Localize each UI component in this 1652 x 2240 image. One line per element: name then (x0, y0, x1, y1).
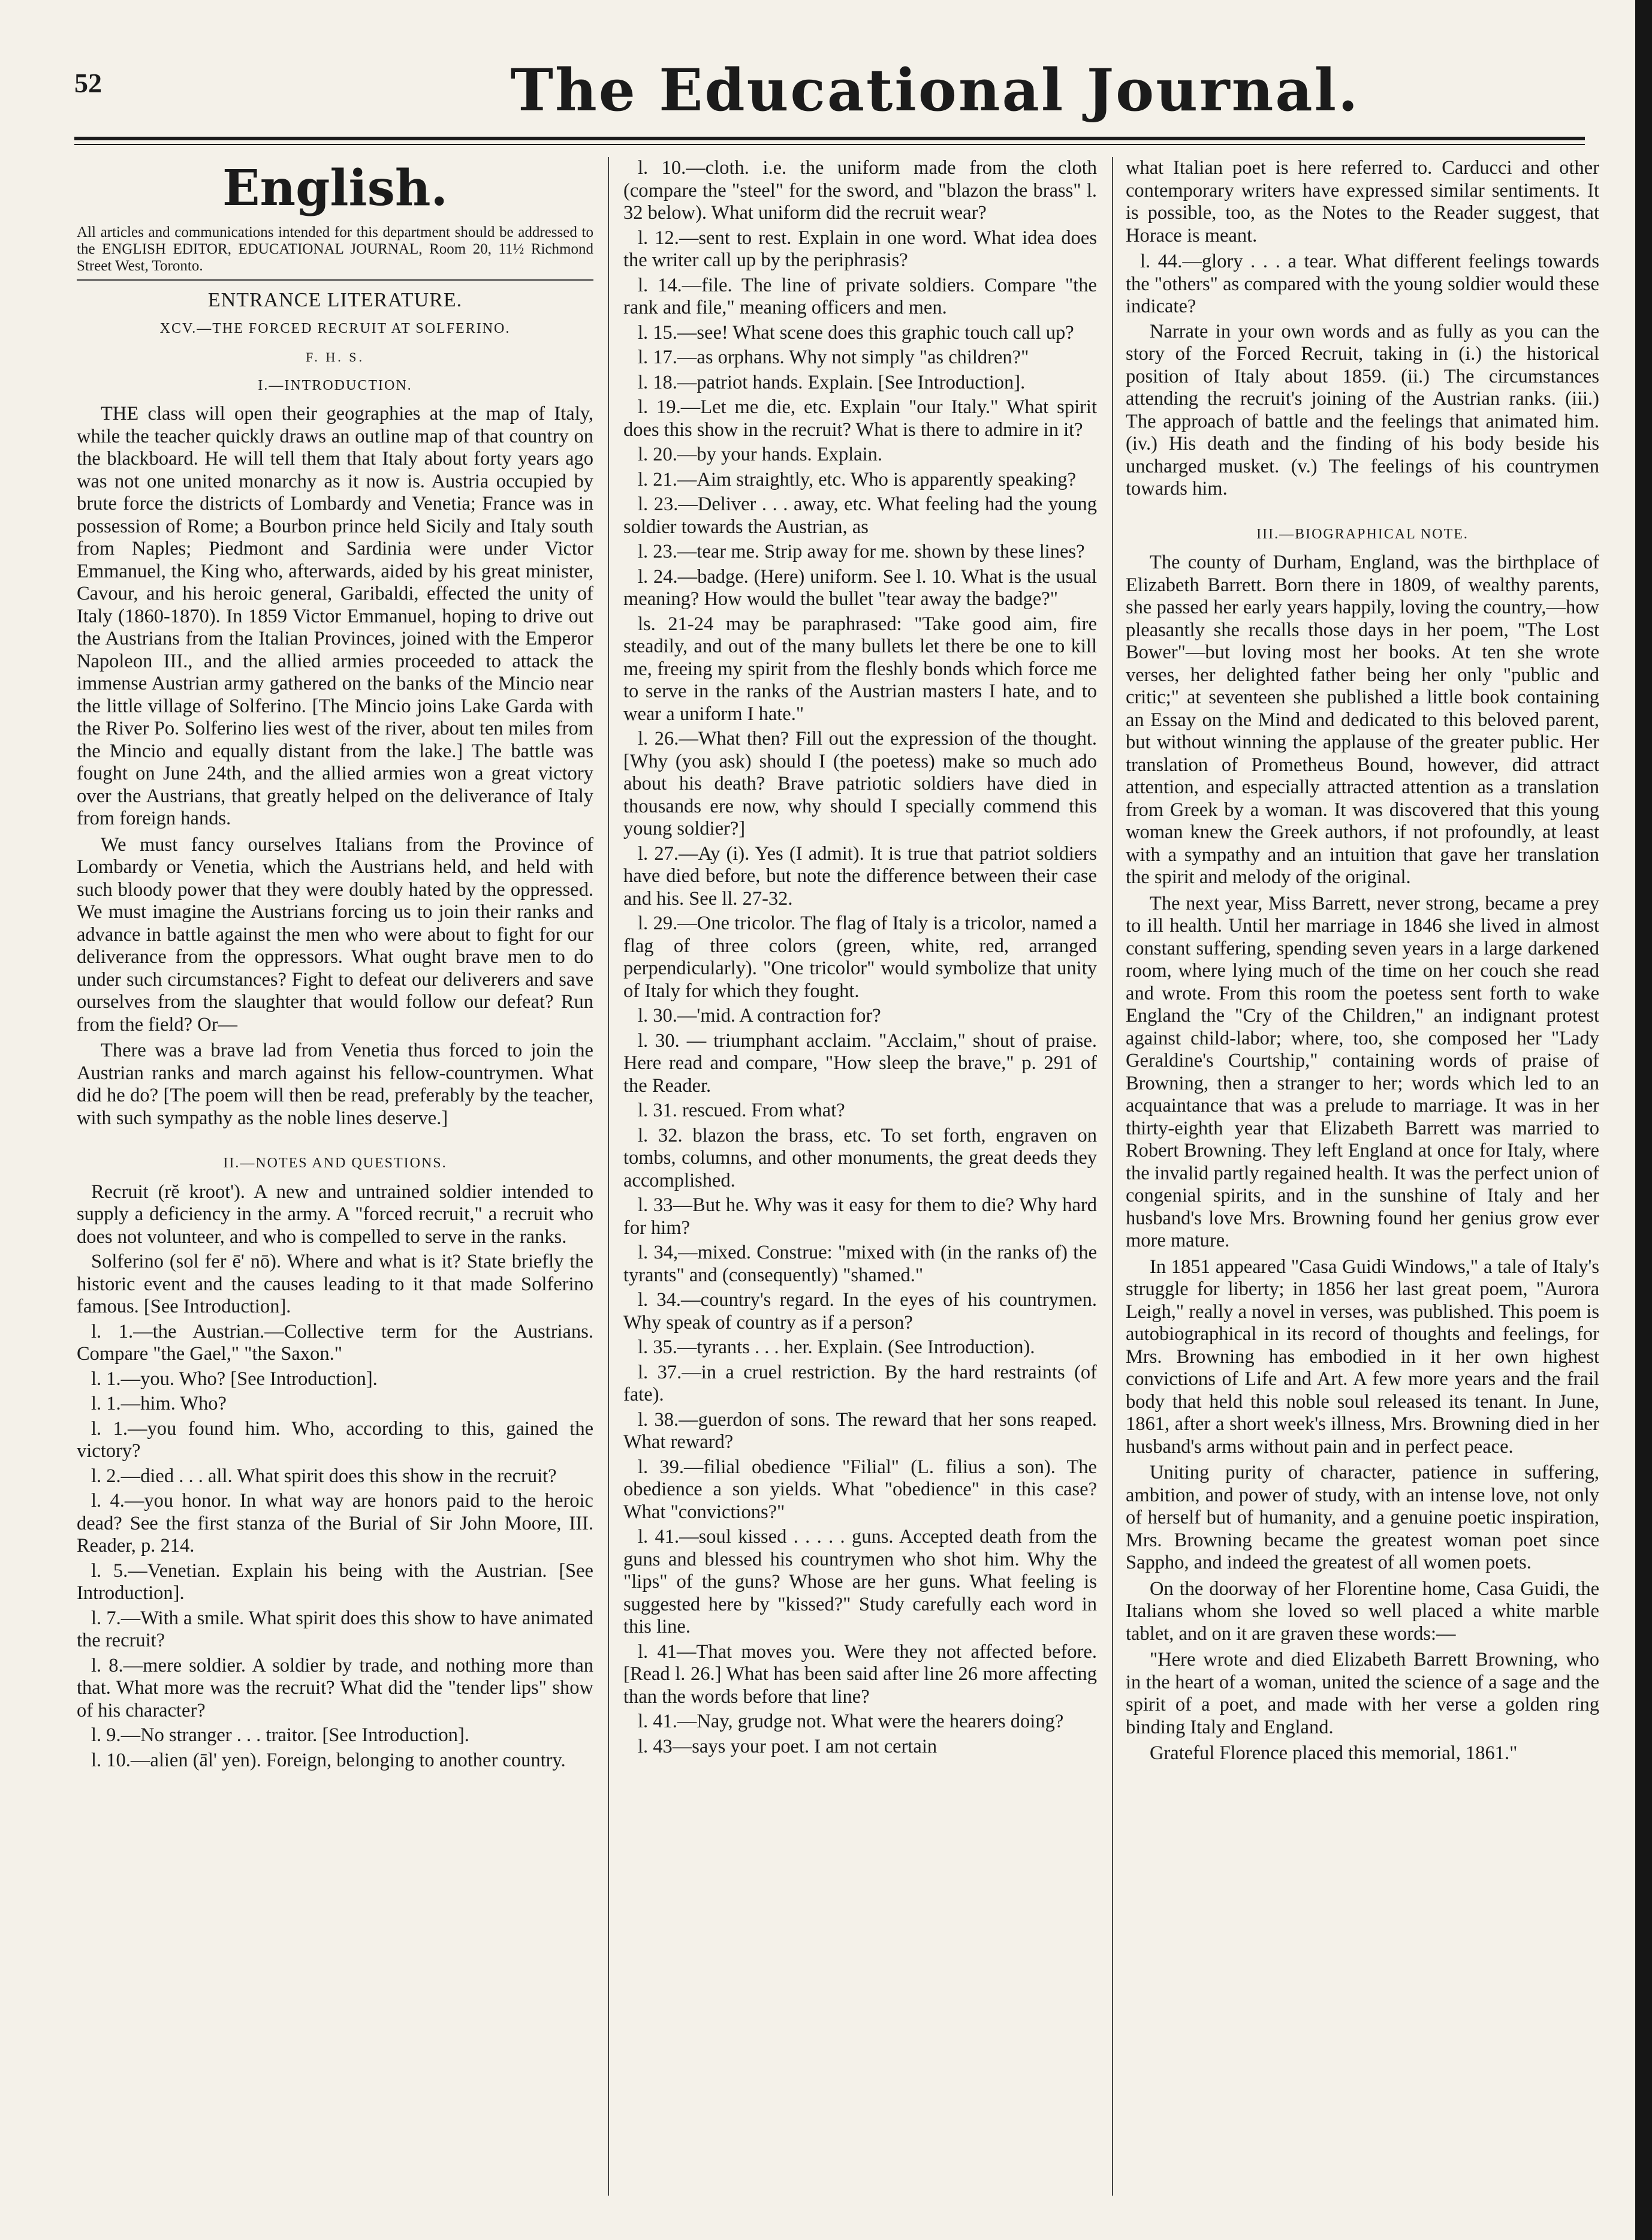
bio-paragraph: Uniting purity of character, patience in suffering, ambition, and power of study, with an intense love, not only of herself but of humanity, and a genuine poetic inspiration, Mrs. Browning became the greatest woman poet since Sappho, and indeed the greatest of all women poets. (1126, 1462, 1599, 1573)
spacer (77, 1133, 593, 1149)
note-item: l. 30.—'mid. A contraction for? (638, 1005, 881, 1026)
author-byline: F. H. S. (305, 350, 365, 365)
bio-heading: III.—BIOGRAPHICAL NOTE. (1256, 526, 1469, 542)
column-3 (1126, 157, 1599, 2208)
bio-paragraph: On the doorway of her Florentine home, Casa Guidi, the Italians whom she loved so well placed a white marble tablet, and on it are graven these words:— (1126, 1577, 1599, 1645)
note-item: l. 19.—Let me die, etc. Explain "our Italy." What spirit does this show in the recruit? What is there to admire in it? (623, 396, 1097, 441)
intro-paragraph: THE class will open their geographies at the map of Italy, while the teacher quickly draws an outline map of that country on the blackboard. He will tell them that Italy about forty years ago was not one united monarchy as it now is. Austria occupied by brute force the districts of Lombardy and Venetia; France was in possession of Rome; a Bourbon prince held Sicily and Italy south from Naples; Piedmont and Sardinia were under Victor Emmanuel, the King who, afterwards, aided by his great minister, Cavour, and his heroic general, Garibaldi, effected the unity of Italy (1860-1870). In 1859 Victor Emmanuel, hoping to drive out the Austrians from the Italian Provinces, joined with the Emperor Napoleon III., and the allied armies proceeded to attack the immense Austrian army gathered on the banks of the Mincio near the little village of Solferino. [The Mincio joins Lake Garda with the River Po. Solferino lies west of the river, about ten miles from the Mincio and equally distant from the lake.] The battle was fought on June 24th, and the allied armies won a great victory over the Austrians, that greatly helped on the deliverance of Italy from foreign hands. (77, 403, 593, 829)
note-item: Narrate in your own words and as fully as you can the story of the Forced Recruit, taking in (i.) the historical position of Italy about 1859. (ii.) The circumstances attending the recruit's joining of the Austrian ranks. (iii.) The approach of battle and the feelings that animated him. (iv.) His death and the finding of his body beside his uncharged musket. (v.) The feelings of his countrymen towards him. (1126, 320, 1599, 499)
intro-heading: I.—INTRODUCTION. (258, 377, 412, 393)
note-item: l. 32. blazon the brass, etc. To set forth, engraven on tombs, columns, and other monuments, the great deeds they accomplished. (623, 1124, 1097, 1191)
bio-paragraph: The next year, Miss Barrett, never strong, became a prey to ill health. Until her marriage in 1846 she lived in almost constant suffering, spending seven years in a large darkened room, where lying much of the time on her couch she read and wrote. From this room the poetess sent forth to wake England the "Cry of the Children," an indignant protest against child-labor; where, too, she composed her "Lady Geraldine's Courtship," containing words of praise of Browning, then a stranger to her; words which led to an acquaintance that was a prelude to marriage. It was in her thirty-eighth year that Elizabeth Barrett was married to Robert Browning. They left England at once for Italy, where the invalid partly regained health. It was the perfect union of congenial spirits, and in the sunshine of Italy and her husband's love Mrs. Browning found her genius grow ever more mature. (1126, 892, 1599, 1251)
column-1 (77, 157, 593, 2208)
note-item: l. 23.—Deliver . . . away, etc. What feeling had the young soldier towards the Austrian, as (623, 493, 1097, 538)
note-item: l. 12.—sent to rest. Explain in one word. What idea does the writer call up by the periphrasis? (623, 227, 1097, 271)
page-number: 52 (74, 68, 102, 98)
note-item: l. 31. rescued. From what? (638, 1100, 845, 1121)
notes-heading: II.—NOTES AND QUESTIONS. (223, 1155, 447, 1171)
column-divider (1112, 157, 1113, 2196)
note-item: l. 39.—filial obedience "Filial" (L. filius a son). The obedience a son yields. What "obedience" in this case? What "convictions?" (623, 1456, 1097, 1523)
note-item: l. 41—That moves you. Were they not affected before. [Read l. 26.] What has been said after line 26 more affecting than the words before that line? (623, 1640, 1097, 1708)
note-item: l. 1.—him. Who? (91, 1393, 227, 1414)
note-item: l. 15.—see! What scene does this graphic touch call up? (638, 321, 1074, 344)
spacer (1126, 504, 1599, 520)
note-item: l. 41.—soul kissed . . . . . guns. Accepted death from the guns and blessed his countrymen who shot him. Why the "lips" of the guns? Whose are her guns. What feeling is suggested here by "kissed?" Study carefully each word in this line. (623, 1526, 1097, 1637)
note-item: l. 8.—mere soldier. A soldier by trade, and nothing more than that. What more was the recruit? What did the "tender lips" show of his character? (77, 1654, 593, 1721)
note-item: l. 10.—cloth. i.e. the uniform made from the cloth (compare the "steel" for the sword, and "blazon the brass" l. 32 below). What uniform did the recruit wear? (623, 157, 1097, 224)
note-item: Solferino (sol fer ē' nō). Where and what is it? State briefly the historic event and the causes leading to it that made Solferino famous. [See Introduction]. (77, 1251, 593, 1317)
note-item: l. 7.—With a smile. What spirit does this show to have animated the recruit? (77, 1607, 593, 1651)
note-item: l. 41.—Nay, grudge not. What were the hearers doing? (638, 1711, 1064, 1732)
column-2 (623, 157, 1097, 2208)
note-item: Recruit (rĕ kroot'). A new and untrained soldier intended to supply a deficiency in the army. A "forced recruit," a recruit who does not volunteer, and who is compelled to serve in the ranks. (77, 1181, 593, 1248)
note-item: l. 14.—file. The line of private soldiers. Compare "the rank and file," meaning officers and men. (623, 274, 1097, 318)
note-item: l. 23.—tear me. Strip away for me. shown by these lines? (638, 541, 1085, 562)
note-item: l. 33—But he. Why was it easy for them to die? Why hard for him? (623, 1194, 1097, 1239)
note-item: ls. 21-24 may be paraphrased: "Take good aim, fire steadily, and out of the many bullets let there be one to kill me, freeing my spirit from the fleshly bonds which force me to serve in the ranks of the Austrian masters I hate, and to wear a uniform I hate." (623, 613, 1097, 725)
note-item: l. 24.—badge. (Here) uniform. See l. 10. What is the usual meaning? How would the bullet "tear away the badge?" (623, 565, 1097, 610)
note-item: l. 29.—One tricolor. The flag of Italy is a tricolor, named a flag of three colors (green, white, red, arranged perpendicularly). "One tricolor" would symbolize that unity of Italy for which they fought. (623, 913, 1097, 1002)
note-item: l. 1.—you found him. Who, according to this, gained the victory? (77, 1417, 593, 1462)
note-item: l. 18.—patriot hands. Explain. [See Introduction]. (638, 371, 1026, 393)
note-item: l. 27.—Ay (i). Yes (I admit). It is true that patriot soldiers have died before, but note the difference between their case and his. See ll. 27-32. (623, 842, 1097, 910)
note-item: l. 17.—as orphans. Why not simply "as children?" (638, 347, 1029, 368)
masthead-rule (74, 137, 1585, 140)
note-item: l. 37.—in a cruel restriction. By the hard restraints (of fate). (623, 1361, 1097, 1405)
note-item: l. 30. — triumphant acclaim. "Acclaim," shout of praise. Here read and compare, "How sleep the brave," p. 291 of the Reader. (623, 1029, 1097, 1097)
note-item: l. 1.—the Austrian.—Collective term for the Austrians. Compare "the Gael," "the Saxon." (77, 1320, 593, 1365)
note-item: l. 21.—Aim straightly, etc. Who is apparently speaking? (638, 468, 1077, 490)
note-item: l. 34,—mixed. Construe: "mixed with (in the ranks of) the tyrants" and (consequently) "shamed." (623, 1242, 1097, 1286)
note-item: l. 44.—glory . . . a tear. What different feelings towards the "others" as compared with the young soldier would these indicate? (1126, 251, 1599, 317)
note-item: l. 4.—you honor. In what way are honors paid to the heroic dead? See the first stanza of the Burial of Sir John Moore, III. Reader, p. 214. (77, 1490, 593, 1556)
note-item: l. 20.—by your hands. Explain. (638, 444, 883, 465)
tablet-signature: Grateful Florence placed this memorial, 1861." (1150, 1742, 1518, 1764)
note-rule (77, 279, 593, 281)
intro-paragraph: There was a brave lad from Venetia thus forced to join the Austrian ranks and march against his fellow-countrymen. What did he do? [The poem will then be read, preferably by the teacher, with such sympathy as the noble lines deserve.] (77, 1040, 593, 1129)
masthead-rule-thin (74, 144, 1585, 145)
note-item: l. 2.—died . . . all. What spirit does this show in the recruit? (91, 1465, 557, 1487)
note-item: l. 10.—alien (āl' yen). Foreign, belonging to another country. (91, 1749, 566, 1771)
bio-paragraph: In 1851 appeared "Casa Guidi Windows," a tale of Italy's struggle for liberty; in 1856 her last great poem, "Aurora Leigh," really a novel in verses, was published. This poem is autobiographical in its record of thoughts and feelings, for Mrs. Browning has embodied in it her own highest convictions of Life and Art. A few more years and the frail body that held this noble soul released its tenant. In June, 1861, after a short week's illness, Mrs. Browning died in her husband's arms without pain and in perfect peace. (1126, 1256, 1599, 1458)
masthead-title: The Educational Journal. (510, 56, 1360, 124)
note-item: l. 5.—Venetian. Explain his being with the Austrian. [See Introduction]. (77, 1559, 593, 1604)
note-item: l. 43—says your poet. I am not certain (638, 1735, 937, 1757)
scan-edge (1635, 0, 1652, 2240)
column-divider (608, 157, 609, 2196)
note-item: l. 1.—you. Who? [See Introduction]. (91, 1368, 378, 1390)
intro-paragraph: We must fancy ourselves Italians from the Province of Lombardy or Venetia, which the Austrians held, and held with such bloody power that they were doubly hated by the oppressed. We must imagine the Austrians forcing us to join their ranks and advance in battle against the men who were about to fight for our deliverance from the oppressors. What ought brave men to do under such circumstances? Fight to defeat our deliverers and save ourselves from the slaughter that would follow our defeat? Run from the field? Or— (77, 833, 593, 1035)
section-heading: ENTRANCE LITERATURE. (207, 289, 463, 311)
note-item: l. 26.—What then? Fill out the expression of the thought. [Why (you ask) should I (the poetess) make so much ado about his death? Brave patriotic soldiers have died in thousands ere now, why should I specially commend this young soldier?] (623, 728, 1097, 839)
department-note: All articles and communications intended for this department should be addressed to the ENGLISH EDITOR, EDUCATIONAL JOURNAL, Room 20, 11½ Richmond Street West, Toronto. (77, 224, 593, 274)
note-item: l. 9.—No stranger . . . traitor. [See Introduction]. (91, 1724, 469, 1746)
bio-paragraph: The county of Durham, England, was the birthplace of Elizabeth Barrett. Born there in 1809, of wealthy parents, she passed her early years happily, loving the country,—how pleasantly she recalls those days in her poem, "The Lost Bower"—but loving most her books. At ten she wrote verses, her delighted father being her only "public and critic;" at seventeen she published a little book containing an Essay on the Mind and dedicated to this beloved parent, but without winning the applause of the greater public. Her translation of Prometheus Bound, however, did attract attention, and especially attracted attention as a translation from Greek by a woman. It was discovered that this young woman knew the Greek authors, if not profoundly, at least with a sympathy and an intuition that gave her translation the spirit and melody of the original. (1126, 552, 1599, 888)
note-item: l. 35.—tyrants . . . her. Explain. (See Introduction). (638, 1336, 1035, 1358)
lesson-title: XCV.—THE FORCED RECRUIT AT SOLFERINO. (159, 320, 511, 336)
department-title: English. (222, 159, 448, 217)
note-item: l. 34.—country's regard. In the eyes of his countrymen. Why speak of country as if a person? (623, 1289, 1097, 1333)
note-item: what Italian poet is here referred to. Carducci and other contemporary writers have expressed similar sentiments. It is possible, too, as the Notes to the Reader suggest, that Horace is meant. (1126, 157, 1599, 246)
note-item: l. 38.—guerdon of sons. The reward that her sons reaped. What reward? (623, 1408, 1097, 1453)
tablet-inscription: "Here wrote and died Elizabeth Barrett Browning, who in the heart of a woman, united the science of a sage and the spirit of a poet, and made with her verse a golden ring binding Italy and England. (1126, 1649, 1599, 1738)
